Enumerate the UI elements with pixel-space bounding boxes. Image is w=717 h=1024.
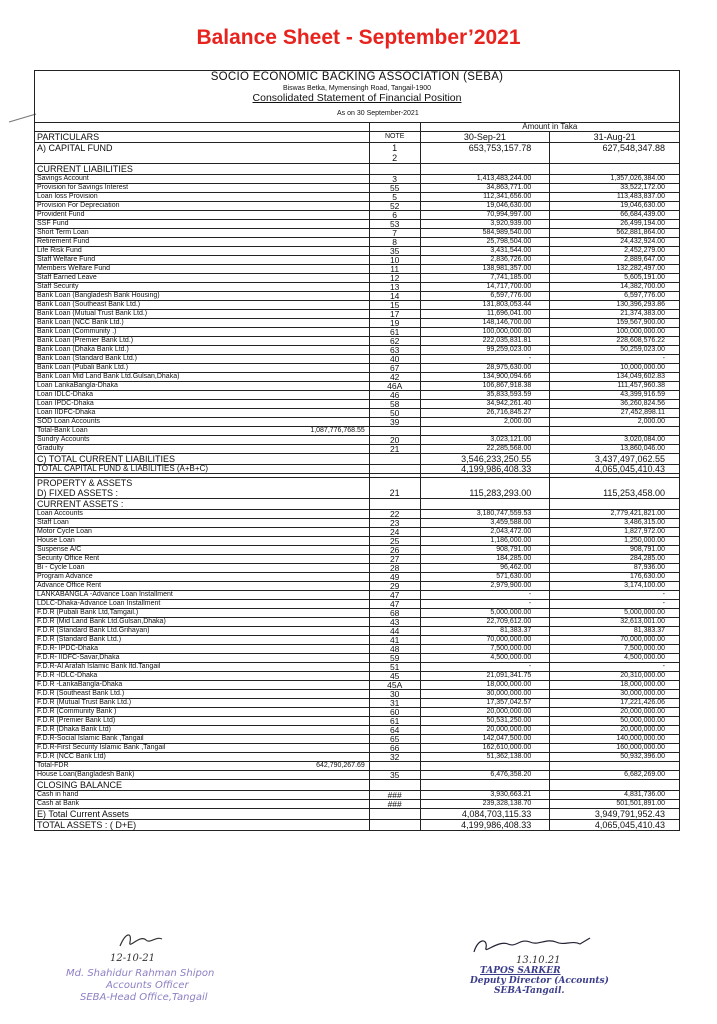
asset-row: F.D.R (Community Bank ) 60 20,000,000.00 20,000,000.00 bbox=[35, 708, 680, 717]
asset-row: Staff Loan 23 3,459,588.00 3,486,315.00 bbox=[35, 519, 680, 528]
left-signatory-name: Md. Shahidur Rahman Shipon bbox=[66, 968, 215, 979]
section-current-assets: CURRENT ASSETS : bbox=[35, 499, 680, 510]
right-signature-date: 13.10.21 bbox=[516, 955, 561, 966]
total-assets-row: TOTAL ASSETS : ( D+E) 4,199,986,408.33 4,065,045,410.43 bbox=[35, 820, 680, 831]
liability-row: Bank Loan (Bangladesh Bank Housing) 14 6,597,776.00 6,597,776.00 bbox=[35, 292, 680, 301]
closing-list bbox=[35, 791, 680, 809]
right-signatory-office: SEBA-Tangail. bbox=[494, 986, 565, 996]
liability-row: SOD Loan Accounts 39 2,000.00 2,000.00 bbox=[35, 418, 680, 427]
section-closing-balance: CLOSING BALANCE bbox=[35, 780, 680, 791]
liability-row: Loan IPDC-Dhaka 58 34,942,261.40 36,260,824.56 bbox=[35, 400, 680, 409]
liability-row: Bank Loan (Premier Bank Ltd.) 62 222,035,831.81 228,608,576.22 bbox=[35, 337, 680, 346]
liability-row: Members Welfare Fund 11 138,981,357.00 132,282,497.00 bbox=[35, 265, 680, 274]
asset-row: F.D.R-First Security Islamic Bank ,Tangail 66 162,610,000.00 160,000,000.00 bbox=[35, 744, 680, 753]
total-current-assets-row: E) Total Current Assets 4,084,703,115.33 3,949,791,952.43 bbox=[35, 809, 680, 820]
liability-row: Bank Loan (Dhaka Bank Ltd.) 63 99,259,023.00 50,259,023.00 bbox=[35, 346, 680, 355]
signature-accounts-officer bbox=[66, 930, 246, 1004]
as-on-date: As on 30 September-2021 bbox=[337, 110, 419, 117]
liability-row: Bank Loan (Pubali Bank Ltd.) 67 28,975,630.00 10,000,000.00 bbox=[35, 364, 680, 373]
asset-row: Motor Cycle Loan 24 2,043,472.00 1,827,972.00 bbox=[35, 528, 680, 537]
liability-row: Provision For Depreciation 52 19,046,630.00 19,046,630.00 bbox=[35, 202, 680, 211]
amount-header-row bbox=[35, 123, 680, 132]
liability-row: Bank Loan (Community .) 61 100,000,000.00 100,000,000.00 bbox=[35, 328, 680, 337]
closing-row: Cash at Bank ### 239,328,138.70 501,501,891.00 bbox=[35, 800, 680, 809]
liability-row: Gradulty 21 22,285,568.00 13,860,046.00 bbox=[35, 445, 680, 454]
asset-row: F.D.R (NCC Bank Ltd) 32 51,362,138.00 50,932,396.00 bbox=[35, 753, 680, 762]
statement-title: Consolidated Statement of Financial Position bbox=[252, 91, 462, 104]
total-current-liabilities-row: C) TOTAL CURRENT LIABILITIES 3,546,233,250.55 3,437,497,062.55 bbox=[35, 454, 680, 465]
asset-row: House Loan 25 1,186,000.00 1,250,000.00 bbox=[35, 537, 680, 546]
asset-row: Loan Accounts 22 3,180,747,559.53 2,779,421,821.00 bbox=[35, 510, 680, 519]
liability-row: Bank Loan (Mutual Trust Bank Ltd.) 17 11,696,041.00 21,374,383.00 bbox=[35, 310, 680, 319]
liability-row: Loan IIDFC-Dhaka 50 26,716,845.27 27,452,898.11 bbox=[35, 409, 680, 418]
liabilities-list bbox=[35, 175, 680, 427]
balance-table bbox=[34, 122, 680, 831]
left-signatory-office: SEBA-Head Office,Tangail bbox=[80, 992, 208, 1003]
asset-row: F.D.R (Standard Bank Ltd.Grihayan) 44 81,383.37 81,383.37 bbox=[35, 627, 680, 636]
asset-row: F.D.R- IPDC-Dhaka 48 7,500,000.00 7,500,000.00 bbox=[35, 645, 680, 654]
liability-row: SSF Fund 53 3,920,939.00 26,499,194.00 bbox=[35, 220, 680, 229]
section-property-assets: PROPERTY & ASSETS bbox=[35, 478, 680, 489]
asset-row: LANKABANGLA -Advance Loan Installment 47 - - bbox=[35, 591, 680, 600]
asset-row: F.D.R (Dhaka Bank Ltd) 64 20,000,000.00 20,000,000.00 bbox=[35, 726, 680, 735]
asset-row: F.D.R (Premier Bank Ltd) 61 50,531,250.00 50,000,000.00 bbox=[35, 717, 680, 726]
right-signatory-name: TAPOS SARKER bbox=[480, 966, 561, 976]
amount-label: Amount in Taka bbox=[420, 123, 679, 132]
liability-row: Sundry Accounts 20 3,023,121.00 3,020,084.00 bbox=[35, 436, 680, 445]
asset-row: Advance Office Rent 29 2,979,900.00 3,174,100.00 bbox=[35, 582, 680, 591]
col-note: NOTE bbox=[369, 132, 420, 143]
liability-row: Staff Security 13 14,717,700.00 14,382,700.00 bbox=[35, 283, 680, 292]
liability-row: Life Risk Fund 35 3,431,544.00 2,452,279.00 bbox=[35, 247, 680, 256]
asset-row: F.D.R (Southeast Bank Ltd.) 30 30,000,000.00 30,000,000.00 bbox=[35, 690, 680, 699]
house-loan-bb-row: House Loan(Bangladesh Bank) 35 6,476,358.20 6,682,269.00 bbox=[35, 771, 680, 780]
section-current-liabilities: CURRENT LIABILITIES bbox=[35, 164, 680, 175]
assets-list bbox=[35, 510, 680, 762]
asset-row: F.D.R (Mutual Trust Bank Ltd.) 31 17,357,042.57 17,221,426.06 bbox=[35, 699, 680, 708]
liabilities-tail-list bbox=[35, 436, 680, 454]
org-name: SOCIO ECONOMIC BACKING ASSOCIATION (SEBA) bbox=[210, 71, 504, 83]
asset-row: F.D.R (Mid Land Bank Ltd.Gulsan,Dhaka) 43 22,709,612.00 32,613,001.00 bbox=[35, 618, 680, 627]
liability-row: Retirement Fund 8 25,798,504.00 24,432,924.00 bbox=[35, 238, 680, 247]
liability-row: Loan IDLC-Dhaka 46 35,833,593.59 43,399,916.59 bbox=[35, 391, 680, 400]
asset-row: F.D.R-Al Arafah Islamic Bank ltd.Tangail 51 - - bbox=[35, 663, 680, 672]
asset-row: F.D.R (Standard Bank Ltd.) 41 70,000,000.00 70,000,000.00 bbox=[35, 636, 680, 645]
liability-row: Provision for Savings Interest 55 34,863,771.00 33,522,172.00 bbox=[35, 184, 680, 193]
asset-row: F.D.R- IIDFC-Savar,Dhaka 59 4,500,000.00 4,500,000.00 bbox=[35, 654, 680, 663]
liability-row: Bank Loan (Standard Bank Ltd.) 40 - - bbox=[35, 355, 680, 364]
left-signature-date: 12-10-21 bbox=[110, 953, 155, 964]
org-address: Biswas Betka, Mymensingh Road, Tangail-1900 bbox=[282, 84, 432, 92]
column-header-row bbox=[35, 132, 680, 143]
asset-row: Security Office Rent 27 184,285.00 284,285.00 bbox=[35, 555, 680, 564]
total-capital-liabilities-row: TOTAL CAPITAL FUND & LIABILITIES (A+B+C) 4,199,986,408.33 4,065,045,410.43 bbox=[35, 465, 680, 474]
asset-row: LDLC-Dhaka-Advance Loan Installment 47 - - bbox=[35, 600, 680, 609]
liability-row: Bank Loan (NCC Bank Ltd.) 19 148,146,700.00 159,567,900.00 bbox=[35, 319, 680, 328]
liability-row: Short Term Loan 7 584,989,540.00 562,881,864.00 bbox=[35, 229, 680, 238]
capital-fund-row: A) CAPITAL FUND 1 653,753,157.78 627,548,347.88 bbox=[35, 143, 680, 154]
liability-row: Bank Loan Mid Land Bank Ltd.Gulsan,Dhaka) 42 134,900,094.66 134,049,602.83 bbox=[35, 373, 680, 382]
col-previous: 31-Aug-21 bbox=[550, 132, 680, 143]
closing-row: Cash in hand ### 3,930,663.21 4,831,736.00 bbox=[35, 791, 680, 800]
signature-scribble-icon bbox=[116, 930, 176, 952]
liability-row: Loan loss Provision 5 112,341,656.00 113,483,837.00 bbox=[35, 193, 680, 202]
asset-row: F.D.R -IDLC-Dhaka 45 21,091,341.75 20,310,000.00 bbox=[35, 672, 680, 681]
asset-row: Bi - Cycle Loan 28 96,462.00 87,936.00 bbox=[35, 564, 680, 573]
liability-row: Bank Loan (Southeast Bank Ltd.) 15 131,803,053.44 130,396,293.86 bbox=[35, 301, 680, 310]
liability-row: Provident Fund 6 70,994,997.00 66,684,439.00 bbox=[35, 211, 680, 220]
fixed-assets-row: D) FIXED ASSETS : 21 115,283,293.00 115,253,458.00 bbox=[35, 488, 680, 499]
asset-row: F.D.R -LankaBangla-Dhaka 45A 18,000,000.00 18,000,000.00 bbox=[35, 681, 680, 690]
right-signatory-title: Deputy Director (Accounts) bbox=[470, 976, 609, 986]
asset-row: F.D.R-Social Islamic Bank ,Tangail 65 142,047,500.00 140,000,000.00 bbox=[35, 735, 680, 744]
liability-row: Loan LankaBangla-Dhaka 46A 106,867,918.38 111,457,960.38 bbox=[35, 382, 680, 391]
blank-note-row: 2 bbox=[35, 153, 680, 164]
col-current: 30-Sep-21 bbox=[420, 132, 550, 143]
total-fdr-row: Total-FDR 642,790,267.69 bbox=[35, 762, 680, 771]
asset-row: Program Advance 49 571,630.00 176,630.00 bbox=[35, 573, 680, 582]
liability-row: Savings Account 3 1,413,483,244.00 1,357,026,384.00 bbox=[35, 175, 680, 184]
signature-deputy-director bbox=[456, 934, 616, 996]
asset-row: Suspense A/C 26 908,791.00 908,791.00 bbox=[35, 546, 680, 555]
col-particulars: PARTICULARS bbox=[35, 132, 370, 143]
liability-row: Staff Welfare Fund 10 2,836,726.00 2,889,647.00 bbox=[35, 256, 680, 265]
total-bank-loan-row: Total-Bank Loan 1,087,776,768.55 bbox=[35, 427, 680, 436]
left-signatory-title: Accounts Officer bbox=[106, 980, 189, 991]
liability-row: Staff Earned Leave 12 7,741,185.00 5,605,191.00 bbox=[35, 274, 680, 283]
page-title: Balance Sheet - September’2021 bbox=[196, 26, 521, 49]
asset-row: F.D.R (Pubali Bank Ltd,Tamgail.) 68 5,000,000.00 5,000,000.00 bbox=[35, 609, 680, 618]
balance-sheet bbox=[34, 70, 680, 831]
